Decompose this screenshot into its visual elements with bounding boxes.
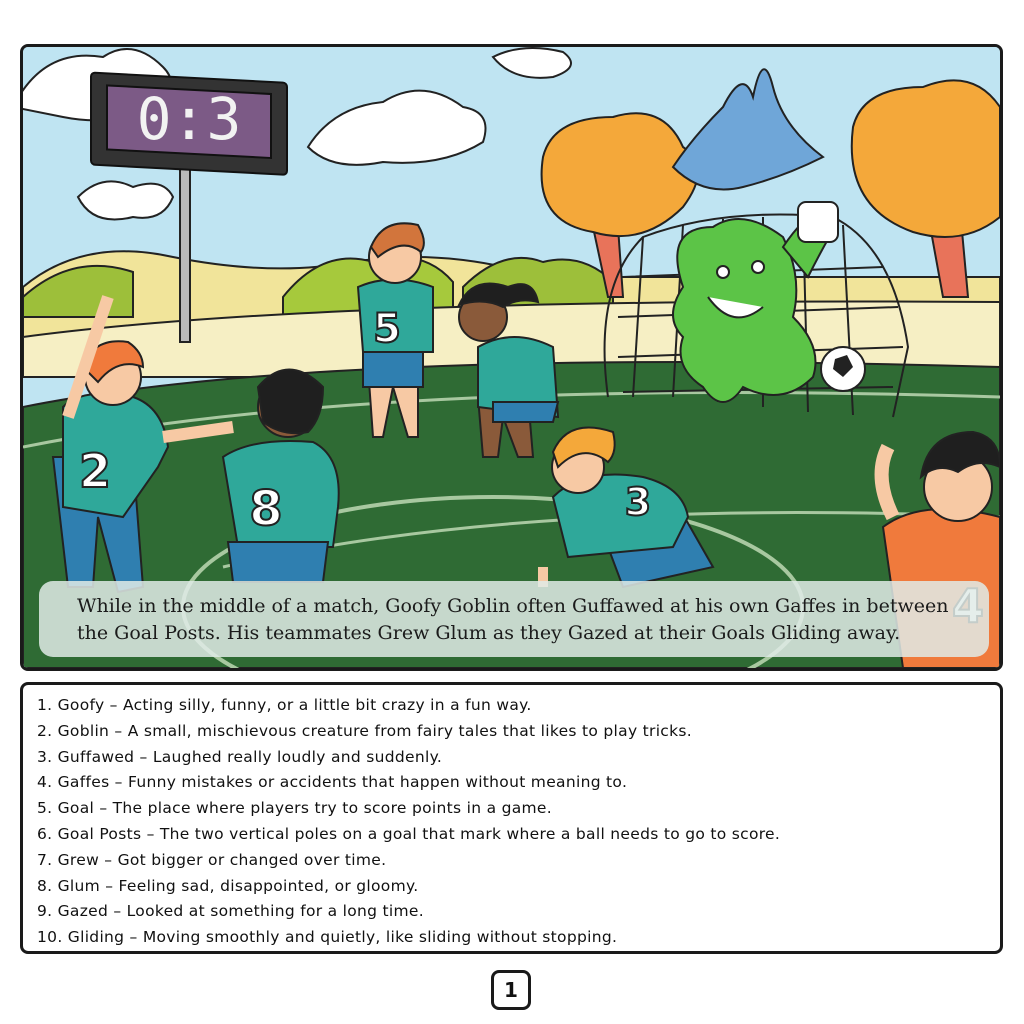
glossary-item: 2. Goblin – A small, mischievous creature from fairy tales that likes to play tricks. — [37, 721, 693, 740]
soccer-ball-icon — [821, 347, 865, 391]
jersey-number: 2 — [78, 444, 112, 498]
glossary-list — [37, 693, 1000, 951]
jersey-number: 8 — [249, 481, 283, 537]
glossary-item: 7. Grew – Got bigger or changed over time. — [37, 850, 387, 869]
score-display: 0:3 — [136, 85, 242, 153]
glossary-item: 9. Gazed – Looked at something for a long time. — [37, 902, 424, 921]
glossary-item: 8. Glum – Feeling sad, disappointed, or gloomy. — [37, 876, 419, 895]
glossary-item: 3. Guffawed – Laughed really loudly and suddenly. — [37, 747, 443, 766]
story-caption — [39, 581, 989, 657]
glossary-item: 5. Goal – The place where players try to score points in a game. — [37, 799, 552, 818]
glossary-box — [20, 682, 1003, 954]
jersey-number: 3 — [624, 480, 652, 524]
glossary-item: 6. Goal Posts – The two vertical poles on a goal that mark where a ball needs to go to score. — [37, 824, 781, 843]
caption-line: the Goal Posts. His teammates Grew Glum as they Gazed at their Goals Gliding away. — [77, 622, 901, 644]
page-number: 1 — [491, 970, 531, 1010]
soccer-scene-illustration — [23, 47, 1000, 668]
glossary-item: 10. Gliding – Moving smoothly and quietly, like sliding without stopping. — [37, 928, 618, 947]
jersey-number: 5 — [373, 306, 401, 352]
illustration-panel — [20, 44, 1003, 671]
caption-line: While in the middle of a match, Goofy Goblin often Guffawed at his own Gaffes in between — [77, 595, 949, 617]
glossary-item: 1. Goofy – Acting silly, funny, or a little bit crazy in a fun way. — [37, 696, 532, 714]
glossary-item: 4. Gaffes – Funny mistakes or accidents that happen without meaning to. — [37, 773, 628, 792]
